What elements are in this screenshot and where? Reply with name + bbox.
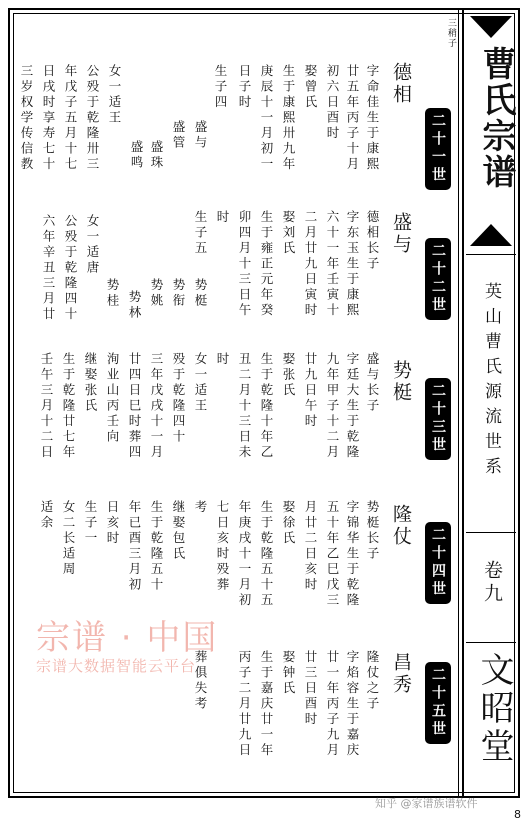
bio-line: 日子时: [237, 64, 252, 111]
bio-line: 隆仗之子: [365, 650, 380, 712]
bio-line: 娶徐氏: [281, 500, 296, 547]
volume-label: 卷九: [481, 560, 503, 606]
son-name: 势衔: [171, 278, 186, 309]
person-name: 势梃: [390, 360, 412, 404]
bio-line: 三岁权学传信教: [19, 64, 34, 173]
bio-line: 二月廿九日寅时: [303, 210, 318, 319]
corner-note: 三稍子: [446, 18, 456, 48]
bio-line: 字锦华生于乾隆: [345, 500, 360, 609]
bio-line: 六十一年壬寅十: [325, 210, 340, 319]
bio-line: 女一适王: [107, 64, 122, 126]
person-name: 隆仗: [390, 504, 412, 548]
watermark-subtitle: 宗谱大数据智能云平台: [36, 657, 197, 675]
bio-line: 七日亥时殁葬: [215, 500, 230, 593]
bio-line: 生子一: [83, 500, 98, 547]
bio-line: 生于嘉庆廿一年: [259, 650, 274, 759]
bio-line: 女一适唐: [85, 214, 100, 276]
zhihu-credit: 知乎 @家谱族谱软件: [375, 797, 478, 810]
bio-line: 适余: [39, 500, 54, 531]
bio-line: 生于乾隆十年乙: [259, 352, 274, 461]
bio-line: 字东玉生于康熙: [345, 210, 360, 319]
book-title: 曹氏宗谱: [476, 46, 516, 190]
person-name: 德相: [390, 62, 412, 106]
side-separator: [466, 642, 516, 643]
book-subtitle: 英山曹氏源流世系: [481, 282, 501, 482]
bio-line: 生于康熙卅九年: [281, 64, 296, 173]
son-name: 势林: [127, 290, 142, 321]
bio-line: 年戊子五月十七: [63, 64, 78, 173]
page-number: 8: [514, 808, 521, 821]
bio-line: 丙子二月廿九日: [237, 650, 252, 759]
son-name: 盛鸣: [129, 140, 144, 171]
bio-line: 生于乾隆五十: [149, 500, 164, 593]
bio-line: 生子五: [193, 210, 208, 257]
bio-line: 庚辰十一月初一: [259, 64, 274, 173]
bio-line: 时: [215, 210, 230, 226]
bio-line: 三年戊戌十一月: [149, 352, 164, 461]
bio-line: 女二长适周: [61, 500, 76, 578]
bio-line: 娶刘氏: [281, 210, 296, 257]
bio-line: 九年甲子十二月: [325, 352, 340, 461]
son-name: 盛管: [171, 120, 186, 151]
bio-line: 廿五年丙子十月: [345, 64, 360, 173]
person-name: 盛与: [390, 212, 412, 256]
title-bottom-ornament: [470, 224, 512, 246]
bio-line: 公殁于乾隆卅三: [85, 64, 100, 173]
bio-line: 娶张氏: [281, 352, 296, 399]
son-name: 势梃: [193, 278, 208, 309]
bio-line: 女一适王: [193, 352, 208, 414]
bio-line: 廿九日午时: [303, 352, 318, 430]
son-name: 盛与: [193, 120, 208, 151]
bio-line: 日戌时享寿七十: [41, 64, 56, 173]
side-panel: [466, 12, 516, 794]
bio-line: 月廿二日亥时: [303, 500, 318, 593]
title-box: [470, 16, 516, 246]
bio-line: 洵业山丙壬向: [105, 352, 120, 445]
bio-line: 字焰容生于嘉庆: [345, 650, 360, 759]
bio-line: 卯四月十三日午: [237, 210, 252, 319]
bio-line: 葬俱失考: [193, 650, 208, 712]
bio-line: 考: [193, 500, 208, 516]
son-name: 势姚: [149, 278, 164, 309]
hall-name: 文昭堂: [474, 652, 514, 766]
bio-line: 盛与长子: [365, 352, 380, 414]
bio-line: 年已酉三月初: [127, 500, 142, 593]
son-name: 势桂: [105, 278, 120, 309]
bio-line: 继娶包氏: [171, 500, 186, 562]
bio-line: 时: [215, 352, 230, 368]
bio-line: 年庚戌十一月初: [237, 500, 252, 609]
side-divider: [458, 8, 464, 798]
bio-line: 字廷大生于乾隆: [345, 352, 360, 461]
bio-line: 五十年乙巳戊三: [325, 500, 340, 609]
generation-badge: 二十二世: [425, 238, 451, 320]
bio-line: 生于乾隆廿七年: [61, 352, 76, 461]
watermark-title: 宗谱 · 中国: [36, 618, 219, 658]
generation-badge: 二十一世: [425, 108, 451, 190]
bio-line: 廿一年丙子九月: [325, 650, 340, 759]
generation-badge: 二十五世: [425, 662, 451, 744]
person-name: 昌秀: [390, 652, 412, 696]
bio-line: 殁于乾隆四十: [171, 352, 186, 445]
generation-badge: 二十四世: [425, 522, 451, 604]
title-top-ornament: [470, 16, 512, 38]
bio-line: 丑二月十三日未: [237, 352, 252, 461]
son-name: 盛珠: [149, 140, 164, 171]
bio-line: 廿三日酉时: [303, 650, 318, 728]
side-separator: [466, 254, 516, 255]
bio-line: 生于雍正元年癸: [259, 210, 274, 319]
bio-line: 娶曾氏: [303, 64, 318, 111]
bio-line: 初六日酉时: [325, 64, 340, 142]
bio-line: 势梃长子: [365, 500, 380, 562]
bio-line: 生子四: [213, 64, 228, 111]
bio-line: 生于乾隆五十五: [259, 500, 274, 609]
bio-line: 公殁于乾隆四十: [63, 214, 78, 323]
bio-line: 廿四日巳时葬四: [127, 352, 142, 461]
bio-line: 日亥时: [105, 500, 120, 547]
bio-line: 字命佳生于康熙: [365, 64, 380, 173]
bio-line: 壬午三月十二日: [39, 352, 54, 461]
bio-line: 德相长子: [365, 210, 380, 272]
bio-line: 六年辛丑三月廿: [41, 214, 56, 323]
generation-badge: 二十三世: [425, 378, 451, 460]
bio-line: 继娶张氏: [83, 352, 98, 414]
bio-line: 娶钟氏: [281, 650, 296, 697]
side-separator: [466, 532, 516, 533]
